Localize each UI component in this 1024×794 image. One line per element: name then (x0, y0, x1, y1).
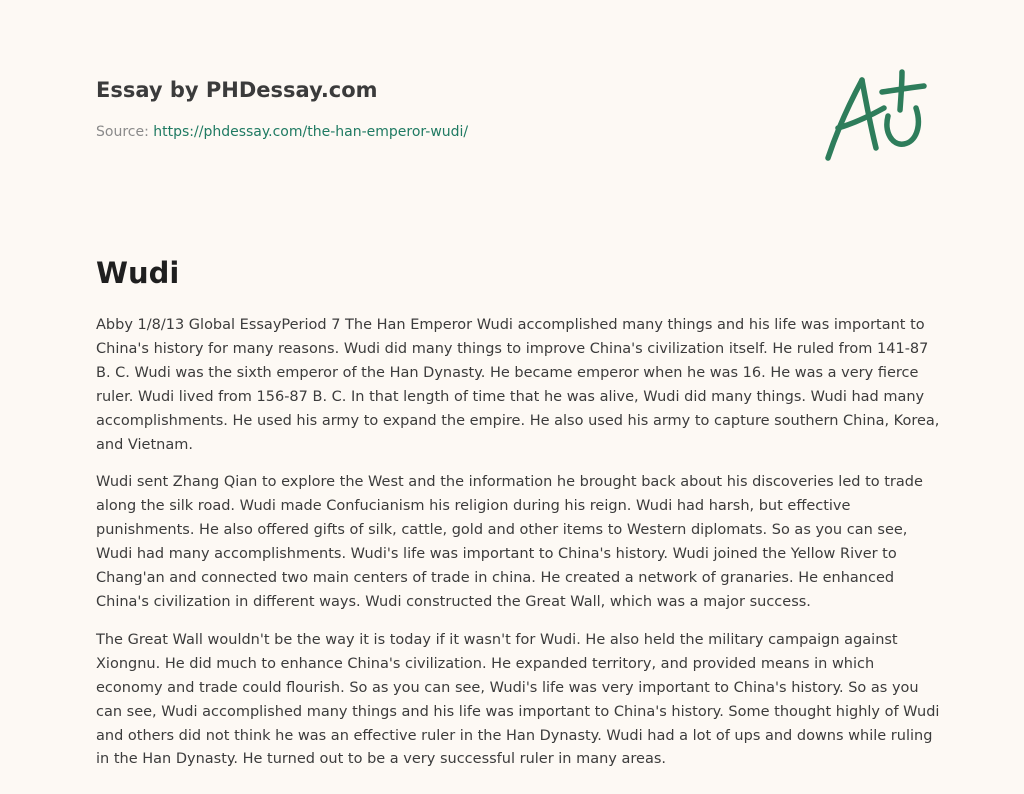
a-plus-logo-icon (818, 64, 934, 168)
essay-body (96, 314, 942, 786)
source-label: Source: (96, 124, 154, 140)
essay-paragraph: Wudi sent Zhang Qian to explore the West and the information he brought back about his discoveries led to trade along the silk road. Wudi made Confucianism his religion during his reign. Wudi had harsh, but effective punishments. He also offered gifts of silk, cattle, gold and other items to Western diplomats. So as you can see, Wudi had many accomplishments. Wudi's life was important to China's history. Wudi joined the Yellow River to Chang'an and connected two main centers of trade in china. He created a network of granaries. He enhanced China's civilization in different ways. Wudi constructed the Great Wall, which was a major success. (96, 474, 923, 610)
essay-title: Wudi (96, 256, 180, 290)
source-link[interactable]: https://phdessay.com/the-han-emperor-wudi/ (153, 124, 469, 140)
page-header (96, 72, 796, 142)
essay-paragraph: The Great Wall wouldn't be the way it is today if it wasn't for Wudi. He also held the military campaign against Xiongnu. He did much to enhance China's civilization. He expanded territory, and provided means in which economy and trade could flourish. So as you can see, Wudi's life was very important to China's history. So as you can see, Wudi accomplished many things and his life was important to China's history. Some thought highly of Wudi and others did not think he was an effective ruler in the Han Dynasty. Wudi had a lot of ups and downs while ruling in the Han Dynasty. He turned out to be a very successful ruler in many areas. (96, 631, 940, 768)
site-title: Essay by PHDessay.com (96, 78, 378, 102)
essay-paragraph: Abby 1/8/13 Global EssayPeriod 7 The Han Emperor Wudi accomplished many things and his life was important to China's history for many reasons. Wudi did many things to improve China's civilization itself. He ruled from 141-87 B. C. Wudi was the sixth emperor of the Han Dynasty. He became emperor when he was 16. He was a very fierce ruler. Wudi lived from 156-87 B. C. In that length of time that he was alive, Wudi did many things. Wudi had many accomplishments. He used his army to expand the empire. He also used his army to capture southern China, Korea, and Vietnam. (96, 317, 940, 453)
source-line (96, 122, 796, 142)
